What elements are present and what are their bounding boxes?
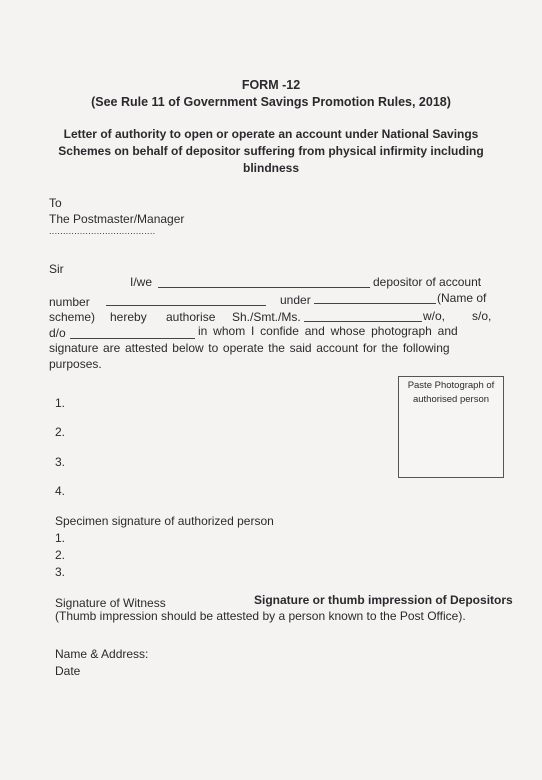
witness-signature-label: Signature of Witness: [55, 596, 166, 610]
depositor-of-account-label: depositor of account: [373, 275, 482, 289]
purpose-item-4: 4.: [55, 484, 66, 498]
address-recipient: The Postmaster/Manager: [49, 212, 185, 226]
specimen-item-1: 1.: [55, 531, 66, 545]
number-label: number: [49, 295, 90, 309]
address-dots: ......................................: [49, 226, 156, 236]
specimen-heading: Specimen signature of authorized person: [55, 514, 274, 528]
scheme-label: scheme): [49, 310, 96, 324]
under-label: under: [280, 293, 311, 307]
body-line-6: purposes.: [49, 357, 102, 371]
iwe-label: I/we: [130, 275, 153, 289]
date-label: Date: [55, 664, 81, 678]
form-subtitle: (See Rule 11 of Government Savings Promotion Rules, 2018): [91, 95, 451, 109]
name-address-label: Name & Address:: [55, 647, 149, 661]
photo-box-label-2: authorised person: [412, 394, 490, 405]
form-heading-line-3: blindness: [242, 161, 299, 175]
form-heading-line-2: Schemes on behalf of depositor suffering from physical infirmity including: [58, 144, 484, 158]
hereby-label: hereby: [110, 310, 147, 324]
authorise-label: authorise: [166, 310, 216, 324]
purpose-item-3: 3.: [55, 455, 66, 469]
photo-box[interactable]: [398, 376, 504, 478]
depositor-name-field[interactable]: [158, 276, 370, 288]
purpose-item-2: 2.: [55, 425, 66, 439]
thumb-impression-note: (Thumb impression should be attested by a person known to the Post Office).: [55, 609, 466, 623]
in-whom-text: in whom I confide and whose photograph and: [198, 324, 458, 338]
photo-box-label-1: Paste Photograph of: [407, 380, 495, 391]
specimen-item-3: 3.: [55, 565, 66, 579]
specimen-item-2: 2.: [55, 548, 66, 562]
so-label: s/o,: [472, 309, 492, 323]
address-to: To: [49, 196, 62, 210]
form-title: FORM -12: [241, 78, 301, 92]
salutation: Sir: [49, 262, 64, 276]
form-heading-line-1: Letter of authority to open or operate an account under National Savings: [63, 127, 479, 141]
wo-label: w/o,: [423, 309, 446, 323]
name-of-text: (Name of: [437, 291, 487, 305]
sh-smt-label: Sh./Smt./Ms.: [232, 310, 301, 324]
do-label: d/o: [49, 326, 66, 340]
depositor-signature-label: Signature or thumb impression of Depositors: [254, 593, 513, 607]
name-of-label: [437, 291, 496, 305]
authorised-person-field[interactable]: [304, 310, 422, 322]
body-line-5: signature are attested below to operate the said account for the following: [49, 341, 450, 355]
account-number-field[interactable]: [106, 294, 266, 306]
purpose-item-1: 1.: [55, 396, 66, 410]
relation-name-field[interactable]: [70, 327, 195, 339]
scheme-name-field[interactable]: [314, 292, 436, 304]
